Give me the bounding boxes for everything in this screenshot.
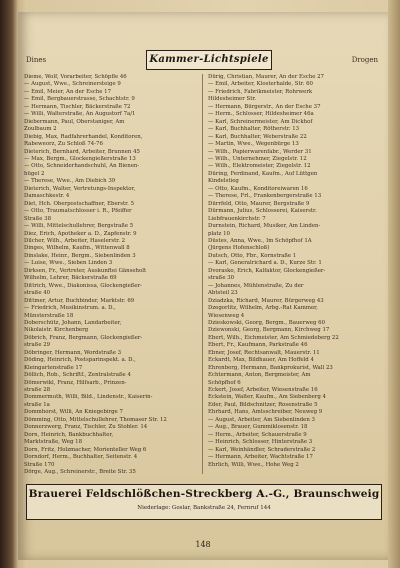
directory-entry: Diebermann, Paul, Oberstaniger, Am [24,118,125,125]
directory-entry: — Karl, Buchhalter, Rötherstr. 13 [208,126,300,133]
directory-entry: Eckstein, Walter, Kaufm., Am Siebenberg 4 [208,394,326,401]
directory-entry: Dieme, Wolf, Vorarbeiter, Schöpfle 46 [24,74,127,80]
directory-entry: Dziewonski, Georg, Bergmann, Kirchweg 17 [208,327,330,334]
directory-entry: — Martin, Wwe., Wegenbürge 13 [208,141,299,148]
directory-page [18,12,388,560]
directory-entry: — August, Arbeiter, Am Siebenlinden 3 [208,416,315,423]
directory-entry: Dzegorlitz, Wilhelm, Arbg.-Rat Kammer, [208,305,318,312]
directory-entry: platz 10 [208,230,230,237]
directory-entry: Dorn, Fritz, Holzmacher, Morienteller Weg 6 [24,446,147,453]
directory-entry: Dirksen, Fr., Vertreter, Auskunftei Gänseholt [24,267,147,274]
directory-entry: — Hermann, Bürgerstr., An der Esche 37 [208,103,321,110]
directory-entry: Ehrlich, Willi, Wwe., Hohe Weg 2 [208,461,299,468]
directory-entry: Liebfrauenkirchstr. 7 [208,215,266,222]
directory-entry: Döding, Heinrich, Postsparinspekt. a. D., [24,357,136,364]
header-left-word: Dines [26,56,47,64]
directory-entry: Dittmer, Artur, Buchbinder, Marktstr. 69 [24,297,135,304]
directory-entry: Ehrenberg, Hermann, Bankprokurist, Wall 23 [208,364,333,371]
directory-entry: — Friedrich, Fabrikmeister, Rohrwerk [208,88,313,95]
left-column [24,74,194,474]
directory-entry: — Herm., Schlosser, Hildesheimer 46a [208,111,314,118]
directory-entry: Dörge, Aug., Schreinerstr., Breite Str. 35 [24,469,136,474]
directory-entry: Dinges, Wilhelm, Kaufm., Wittenwall 8 [24,245,130,252]
directory-entry: — Heinrich, Schlosser, Hinterstraße 3 [208,439,313,446]
page-edge [388,0,400,568]
directory-entry: Straße 38 [24,215,52,222]
directory-entry: Diez, Erich, Apotheker a. D., Zapfenstr. 9 [24,230,137,237]
directory-entry: hügel 2 [24,170,45,177]
directory-entry: Münsterstraße 18 [24,312,74,319]
directory-entry: Dieterich, Walter, Vertretungs-Inspektor, [24,185,136,192]
directory-entry: — Hermann, Tischler, Bäckerstraße 72 [24,103,131,110]
directory-entry: — Herm., Arbeiter, Schauerstraße 9 [208,431,307,438]
directory-entry: — Luise, Wwe., Sieben Linden 3 [24,260,113,267]
directory-entry: Eder, Paul, Bildschnitzer, Rosenstraße 5 [208,401,318,408]
directory-entry: — Friedrich, Musikinstrum. a. D., [24,305,116,312]
directory-entry: Abtsteil 23 [208,290,238,297]
directory-entry: — Wilh., Elektromeister, Ziegelstr. 12 [208,163,311,170]
directory-entry: Wiesenweg 4 [208,312,245,319]
directory-entry: — Aug., Brauer, Gummiklosenstr. 18 [208,424,308,431]
directory-entry: Wilhelm, Lehrer, Bäckerstraße 69 [24,275,117,282]
directory-entry: Dorn, Heinrich, Bankbuchhalter, [24,431,114,438]
directory-entry: — Emil, Bergbauerstrasse, Schachtstr. 9 [24,96,135,103]
directory-entry: — Wilh., Unternehmer, Ziegelstr. 12 [208,155,307,162]
directory-entry: Hildesheimer Str. [208,96,257,103]
directory-entry: Ebert, Wilh., Eichmeister, Am Schmiedeberg 22 [208,334,339,341]
page-number: 148 [195,540,211,549]
directory-entry: Eckardt, Max, Bildhauer, Am Hoffeld 4 [208,357,314,364]
directory-entry: Rabeweorz, Zu Schloß 74-76 [24,141,103,148]
footer-advert-title: Brauerei Feldschlößchen-Streckberg A.-G., Braunschweig [28,488,380,500]
directory-entry: Dziadzka, Richard, Maurer, Bürgerweg 43 [208,297,324,304]
directory-entry: — Hermann, Arbeiter, Wachtstraße 17 [208,454,313,461]
directory-entry: — Karl, Schreinermeister, Am Dickhof [208,118,313,125]
directory-entry: Doberschütz, Johann, Landarbeiter, [24,319,122,326]
directory-entry: Diet, Hch. Oberpostschaffner, Eberstr. 5 [24,200,135,207]
directory-entry: — Max, Bergm., Glockengießerstraße 13 [24,155,136,162]
directory-entry: — Emil, Arbeiter, Klosterhalde, Str. 60 [208,81,313,88]
directory-entry: Kindelstieg [208,178,239,185]
directory-entry: Dilcher, Wilh., Arbeiter, Haselerstr. 2 [24,237,126,244]
directory-entry: Straße 170 [24,461,55,468]
directory-entry: Diebig, Max, Radfahrerhandel, Konditoren, [24,133,143,140]
directory-entry: Kleingartenstraße 17 [24,364,83,371]
directory-entry: Döbringer, Hermann, Wordstraße 3 [24,349,122,356]
directory-entry: (Jürgens Hofenschloß) [208,245,270,252]
page-header [18,48,388,72]
directory-entry: Nikolaistr. Kirchenberg [24,327,89,334]
directory-entry: Schöpfhof 6 [208,379,241,386]
directory-entry: — Johannes, Mühlenstraße, Zu der [208,282,304,289]
directory-entry: Dittrich, Wwe., Diakonissa, Glockengießer- [24,282,143,289]
directory-entry: — Therese, Wwe., Am Diebich 39 [24,178,116,185]
directory-entry: — Willi, Mittelschullehrer, Bergstraße 5 [24,223,134,230]
directory-entry: Dvorasko, Erich, Kalfaktor, Glockengießer- [208,267,326,274]
directory-entry: Damaschkestr. 4 [24,193,70,200]
directory-entry: Dürmann, Julius, Schlosserei, Kaiserstr. [208,208,317,215]
directory-entry: — Emil, Meier, An der Esche 17 [24,88,112,95]
directory-entry: Dinslake, Heinr., Bergm., Siebenlinden 3 [24,252,136,259]
directory-entry: — Otto, Schneiderhandschuhl, An Bienen- [24,163,140,170]
directory-entry: — Karl, Buchhalter, Weberstraße 22 [208,133,307,140]
directory-entry: Ehrhard, Hans, Amtsschreiber, Neuweg 9 [208,409,323,416]
footer-advert [26,484,382,520]
footer-advert-subtitle: Niederlage: Goslar, Bankstraße 24, Fernruf 144 [137,505,271,511]
directory-entry: Ebert, Fr., Kaufmann, Parkstraße 46 [208,342,308,349]
directory-entry: — Therese, Frl., Frankenbergerstraße 13 [208,193,322,200]
directory-entry: Döbrich, Franz, Bergmann, Glockengießer- [24,334,143,341]
directory-entry: Donnerzwerg, Franz, Tischler, Zu Stobler. 14 [24,424,148,431]
directory-entry: Dömming, Otto, Mittelschullehrer, Thomaser Str. 12 [24,416,167,423]
directory-entry: Echtermann, Anton, Bergmeister, Am [208,372,311,379]
directory-entry: Ebner, Josef, Rechtsanwalt, Mauerstr. 11 [208,349,320,356]
directory-entry: Dommermuth, Willi, Bild., Lindenstr., Kaiserin- [24,394,153,401]
directory-entry: straße 29 [24,342,51,349]
directory-entry: Eckert, Josef, Arbeiter, Wiesenstraße 16 [208,387,318,394]
directory-entry: — Willi, Walterstraße, An Augustorf 7a/1 [24,111,136,118]
directory-entry: Dutsch, Otto, Fbr., Kornstraße 1 [208,252,297,259]
directory-entry: Zoulbaum 2 [24,126,57,133]
directory-entry: Durnstein, Richard, Musiker, Am Linden- [208,223,321,230]
directory-entry: — Karl, Weinhändler, Schraderstraße 2 [208,446,316,453]
directory-entry: Dzieskowski, Georg, Bergm., Bauerweg 60 [208,319,326,326]
directory-entry: straße 40 [24,290,51,297]
directory-entry: Dommhorst, Willi, An Kniegebirge 7 [24,409,123,416]
header-right-word: Drogen [351,56,378,64]
directory-entry: — Otto, Traumatschlosser i. R., Pfeiffer [24,208,132,215]
directory-entry: straße 28 [24,387,51,394]
directory-entry: Dürig, Christian, Maurer, An der Esche 27 [208,74,324,80]
directory-entry: Döllich, Rob., Schriftf., Zentralstraße 4 [24,372,131,379]
directory-entry: — Otto, Kaufm., Konditoreiwaren 16 [208,185,308,192]
directory-entry: Dömerwikl, Franz, Hilfsarb., Prinzen- [24,379,127,386]
header-advert-banner: Kammer-Lichtspiele [146,50,272,70]
directory-entry: Düstes, Anna, Wwe., Im Schöpfhof 1A [208,237,312,244]
directory-entry: straße 30 [208,275,235,282]
right-column [208,74,378,474]
directory-entry: Düring, Ferdinand, Kaufm., Auf Lüttgen [208,170,318,177]
directory-entry: Dieterich, Bernhard, Arbeiter, Brunnen 45 [24,148,140,155]
directory-entry: straße 1a [24,401,50,408]
directory-entry: Marktstraße, Weg 18 [24,439,82,446]
directory-entry: — Karl, Generalrichard a. D., Kurze Str. 1 [208,260,322,267]
directory-entry: Dürrfeld, Otto, Maurer, Bergstraße 9 [208,200,310,207]
directory-entry: Dorndorf, Herm., Buchhalter, Seitenstr. 4 [24,454,138,461]
column-divider [202,74,203,474]
directory-entry: — August, Wwe., Schreinersteige 9 [24,81,121,88]
directory-entry: — Wilh., Papierwarenfabr., Werder 31 [208,148,312,155]
